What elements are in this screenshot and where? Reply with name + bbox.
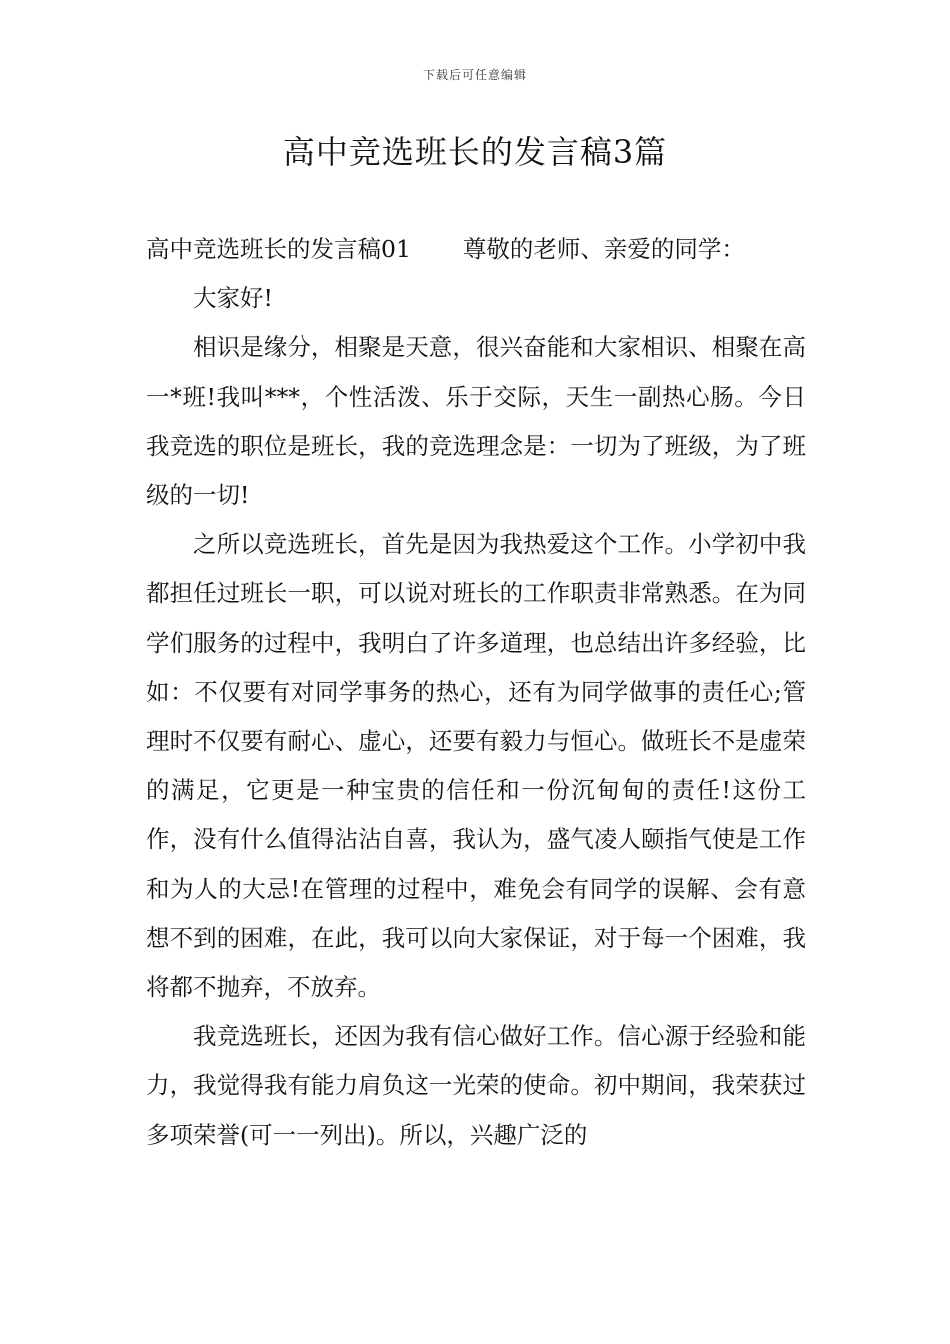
paragraph: 之所以竞选班长，首先是因为我热爱这个工作。小学初中我都担任过班长一职，可以说对班长的工作职责非常熟悉。在为同学们服务的过程中，我明白了许多道理，也总结出许多经验，比如：不仅要有对同学事务的热心，还有为同学做事的责任心;管理时不仅要有耐心、虚心，还要有毅力与恒心。做班长不是虚荣的满足，它更是一种宝贵的信任和一份沉甸甸的责任!这份工作，没有什么值得沾沾自喜，我认为，盛气凌人颐指气使是工作和为人的大忌!在管理的过程中，难免会有同学的误解、会有意想不到的困难，在此，我可以向大家保证，对于每一个困难，我将都不抛弃，不放弃。	[146, 530, 806, 1002]
greeting: 大家好!	[193, 284, 273, 313]
paragraph: 我竞选班长，还因为我有信心做好工作。信心源于经验和能力，我觉得我有能力肩负这一光荣的使命。初中期间，我荣获过多项荣誉(可一一列出)。所以，兴趣广泛的	[146, 1022, 806, 1149]
document-body	[146, 225, 806, 1160]
header-note: 下载后可任意编辑	[422, 68, 527, 82]
section-title: 高中竞选班长的发言稿01	[146, 235, 411, 263]
section-heading-line	[146, 225, 806, 274]
salutation: 尊敬的老师、亲爱的同学：	[462, 235, 745, 263]
paragraph: 相识是缘分，相聚是天意，很兴奋能和大家相识、相聚在高一*班!我叫***，个性活泼、乐于交际，天生一副热心肠。今日我竞选的职位是班长，我的竞选理念是：一切为了班级，为了班级的一切!	[146, 333, 806, 510]
document-title: 高中竞选班长的发言稿3篇	[282, 133, 668, 171]
